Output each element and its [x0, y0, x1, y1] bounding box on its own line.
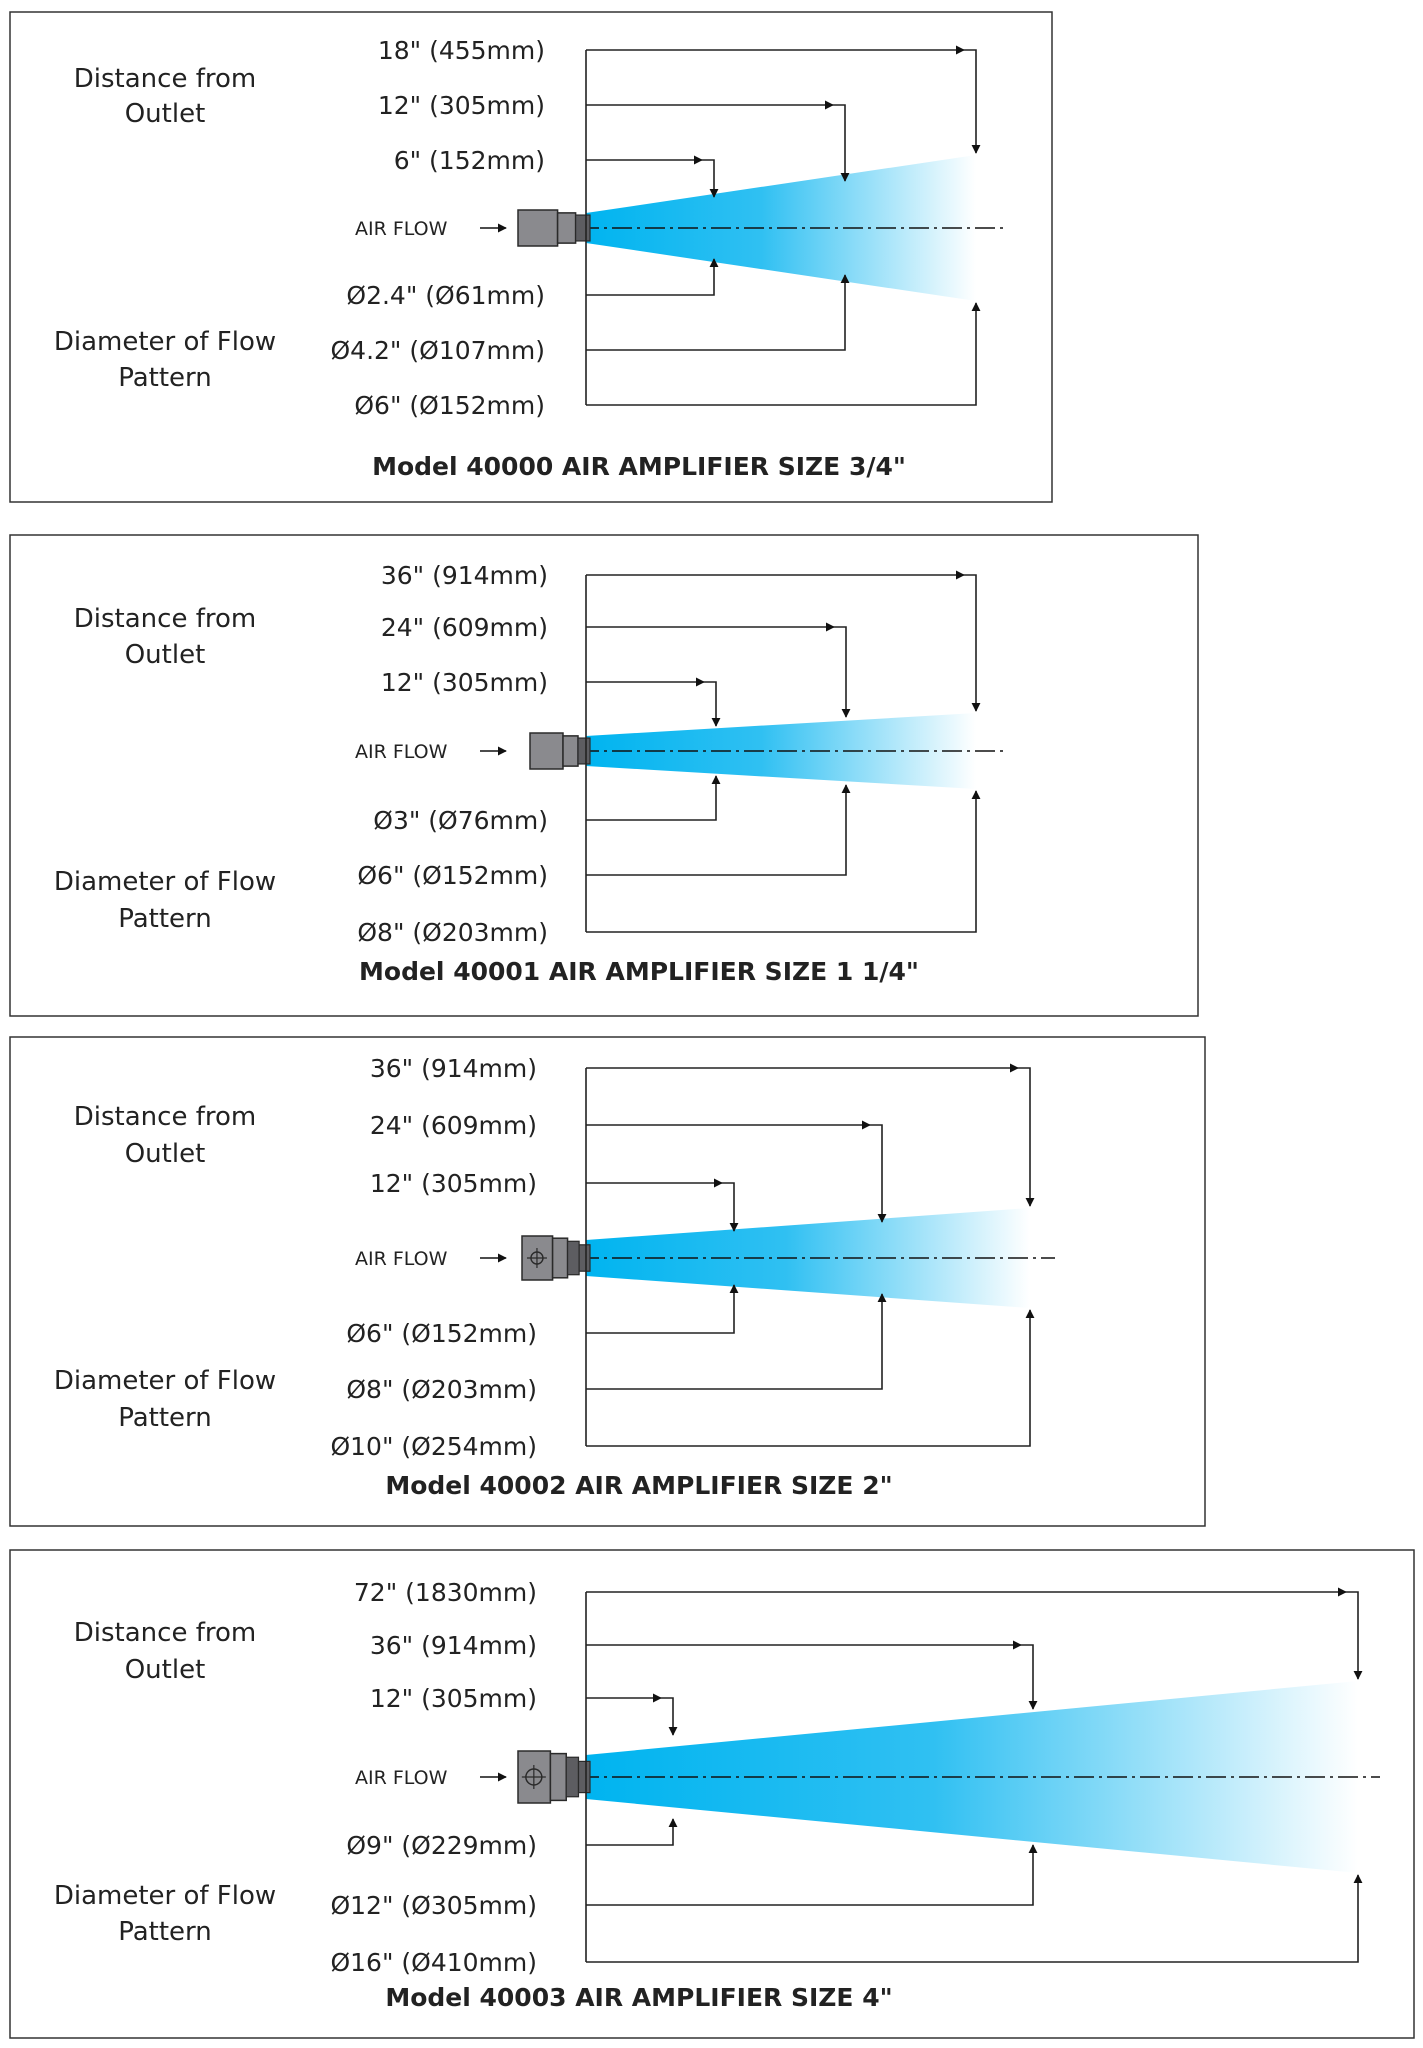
diameter-of-flow-pattern-label: Diameter of Flow	[53, 327, 277, 357]
diameter-of-flow-pattern-label: Pattern	[118, 1403, 212, 1433]
distance-from-outlet-label: Outlet	[124, 640, 206, 670]
diameter-of-flow-pattern-label: Diameter of Flow	[53, 1366, 277, 1396]
model-title: Model 40000 AIR AMPLIFIER SIZE 3/4"	[372, 452, 906, 481]
distance-label: 36" (914mm)	[380, 561, 548, 590]
distance-from-outlet-label: Distance from	[73, 1102, 257, 1132]
air-flow-label: AIR FLOW	[355, 1248, 448, 1270]
distance-label: 36" (914mm)	[369, 1054, 537, 1083]
diameter-label: Ø2.4" (Ø61mm)	[346, 281, 545, 310]
diameter-label: Ø6" (Ø152mm)	[357, 861, 548, 890]
air-amplifier-nozzle-icon	[530, 733, 590, 769]
diameter-label: Ø8" (Ø203mm)	[346, 1375, 537, 1404]
distance-from-outlet-label: Distance from	[73, 1618, 257, 1648]
distance-label: 18" (455mm)	[377, 36, 545, 65]
air-flow-label: AIR FLOW	[355, 741, 448, 763]
diameter-of-flow-pattern-label: Pattern	[118, 904, 212, 934]
diameter-of-flow-pattern-label: Pattern	[118, 363, 212, 393]
distance-from-outlet-label: Outlet	[124, 1139, 206, 1169]
model-panel-3	[10, 1550, 1414, 2038]
distance-label: 6" (152mm)	[393, 146, 545, 175]
distance-label: 12" (305mm)	[377, 91, 545, 120]
diameter-of-flow-pattern-label: Diameter of Flow	[53, 867, 277, 897]
distance-label: 36" (914mm)	[369, 1631, 537, 1660]
distance-from-outlet-label: Distance from	[73, 64, 257, 94]
air-flow-label: AIR FLOW	[355, 1767, 448, 1789]
distance-from-outlet-label: Outlet	[124, 99, 206, 129]
diameter-label: Ø6" (Ø152mm)	[346, 1319, 537, 1348]
diameter-label: Ø12" (Ø305mm)	[330, 1891, 537, 1920]
diameter-of-flow-pattern-label: Diameter of Flow	[53, 1881, 277, 1911]
model-panel-1	[10, 535, 1198, 1016]
model-title: Model 40003 AIR AMPLIFIER SIZE 4"	[385, 1983, 893, 2012]
distance-label: 72" (1830mm)	[353, 1578, 537, 1607]
diameter-label: Ø4.2" (Ø107mm)	[330, 336, 545, 365]
distance-label: 24" (609mm)	[369, 1111, 537, 1140]
distance-label: 12" (305mm)	[369, 1684, 537, 1713]
distance-label: 24" (609mm)	[380, 613, 548, 642]
diameter-label: Ø16" (Ø410mm)	[330, 1948, 537, 1977]
model-title: Model 40001 AIR AMPLIFIER SIZE 1 1/4"	[359, 957, 919, 986]
air-flow-label: AIR FLOW	[355, 218, 448, 240]
diameter-label: Ø8" (Ø203mm)	[357, 918, 548, 947]
diameter-of-flow-pattern-label: Pattern	[118, 1917, 212, 1947]
diameter-label: Ø6" (Ø152mm)	[354, 391, 545, 420]
model-panel-2	[10, 1037, 1205, 1526]
distance-from-outlet-label: Outlet	[124, 1655, 206, 1685]
model-panel-0	[10, 12, 1052, 502]
diameter-label: Ø9" (Ø229mm)	[346, 1831, 537, 1860]
air-amplifier-nozzle-icon	[518, 210, 590, 246]
distance-from-outlet-label: Distance from	[73, 604, 257, 634]
distance-label: 12" (305mm)	[369, 1169, 537, 1198]
diameter-label: Ø10" (Ø254mm)	[330, 1432, 537, 1461]
model-title: Model 40002 AIR AMPLIFIER SIZE 2"	[385, 1471, 893, 1500]
diameter-label: Ø3" (Ø76mm)	[373, 806, 548, 835]
distance-label: 12" (305mm)	[380, 668, 548, 697]
